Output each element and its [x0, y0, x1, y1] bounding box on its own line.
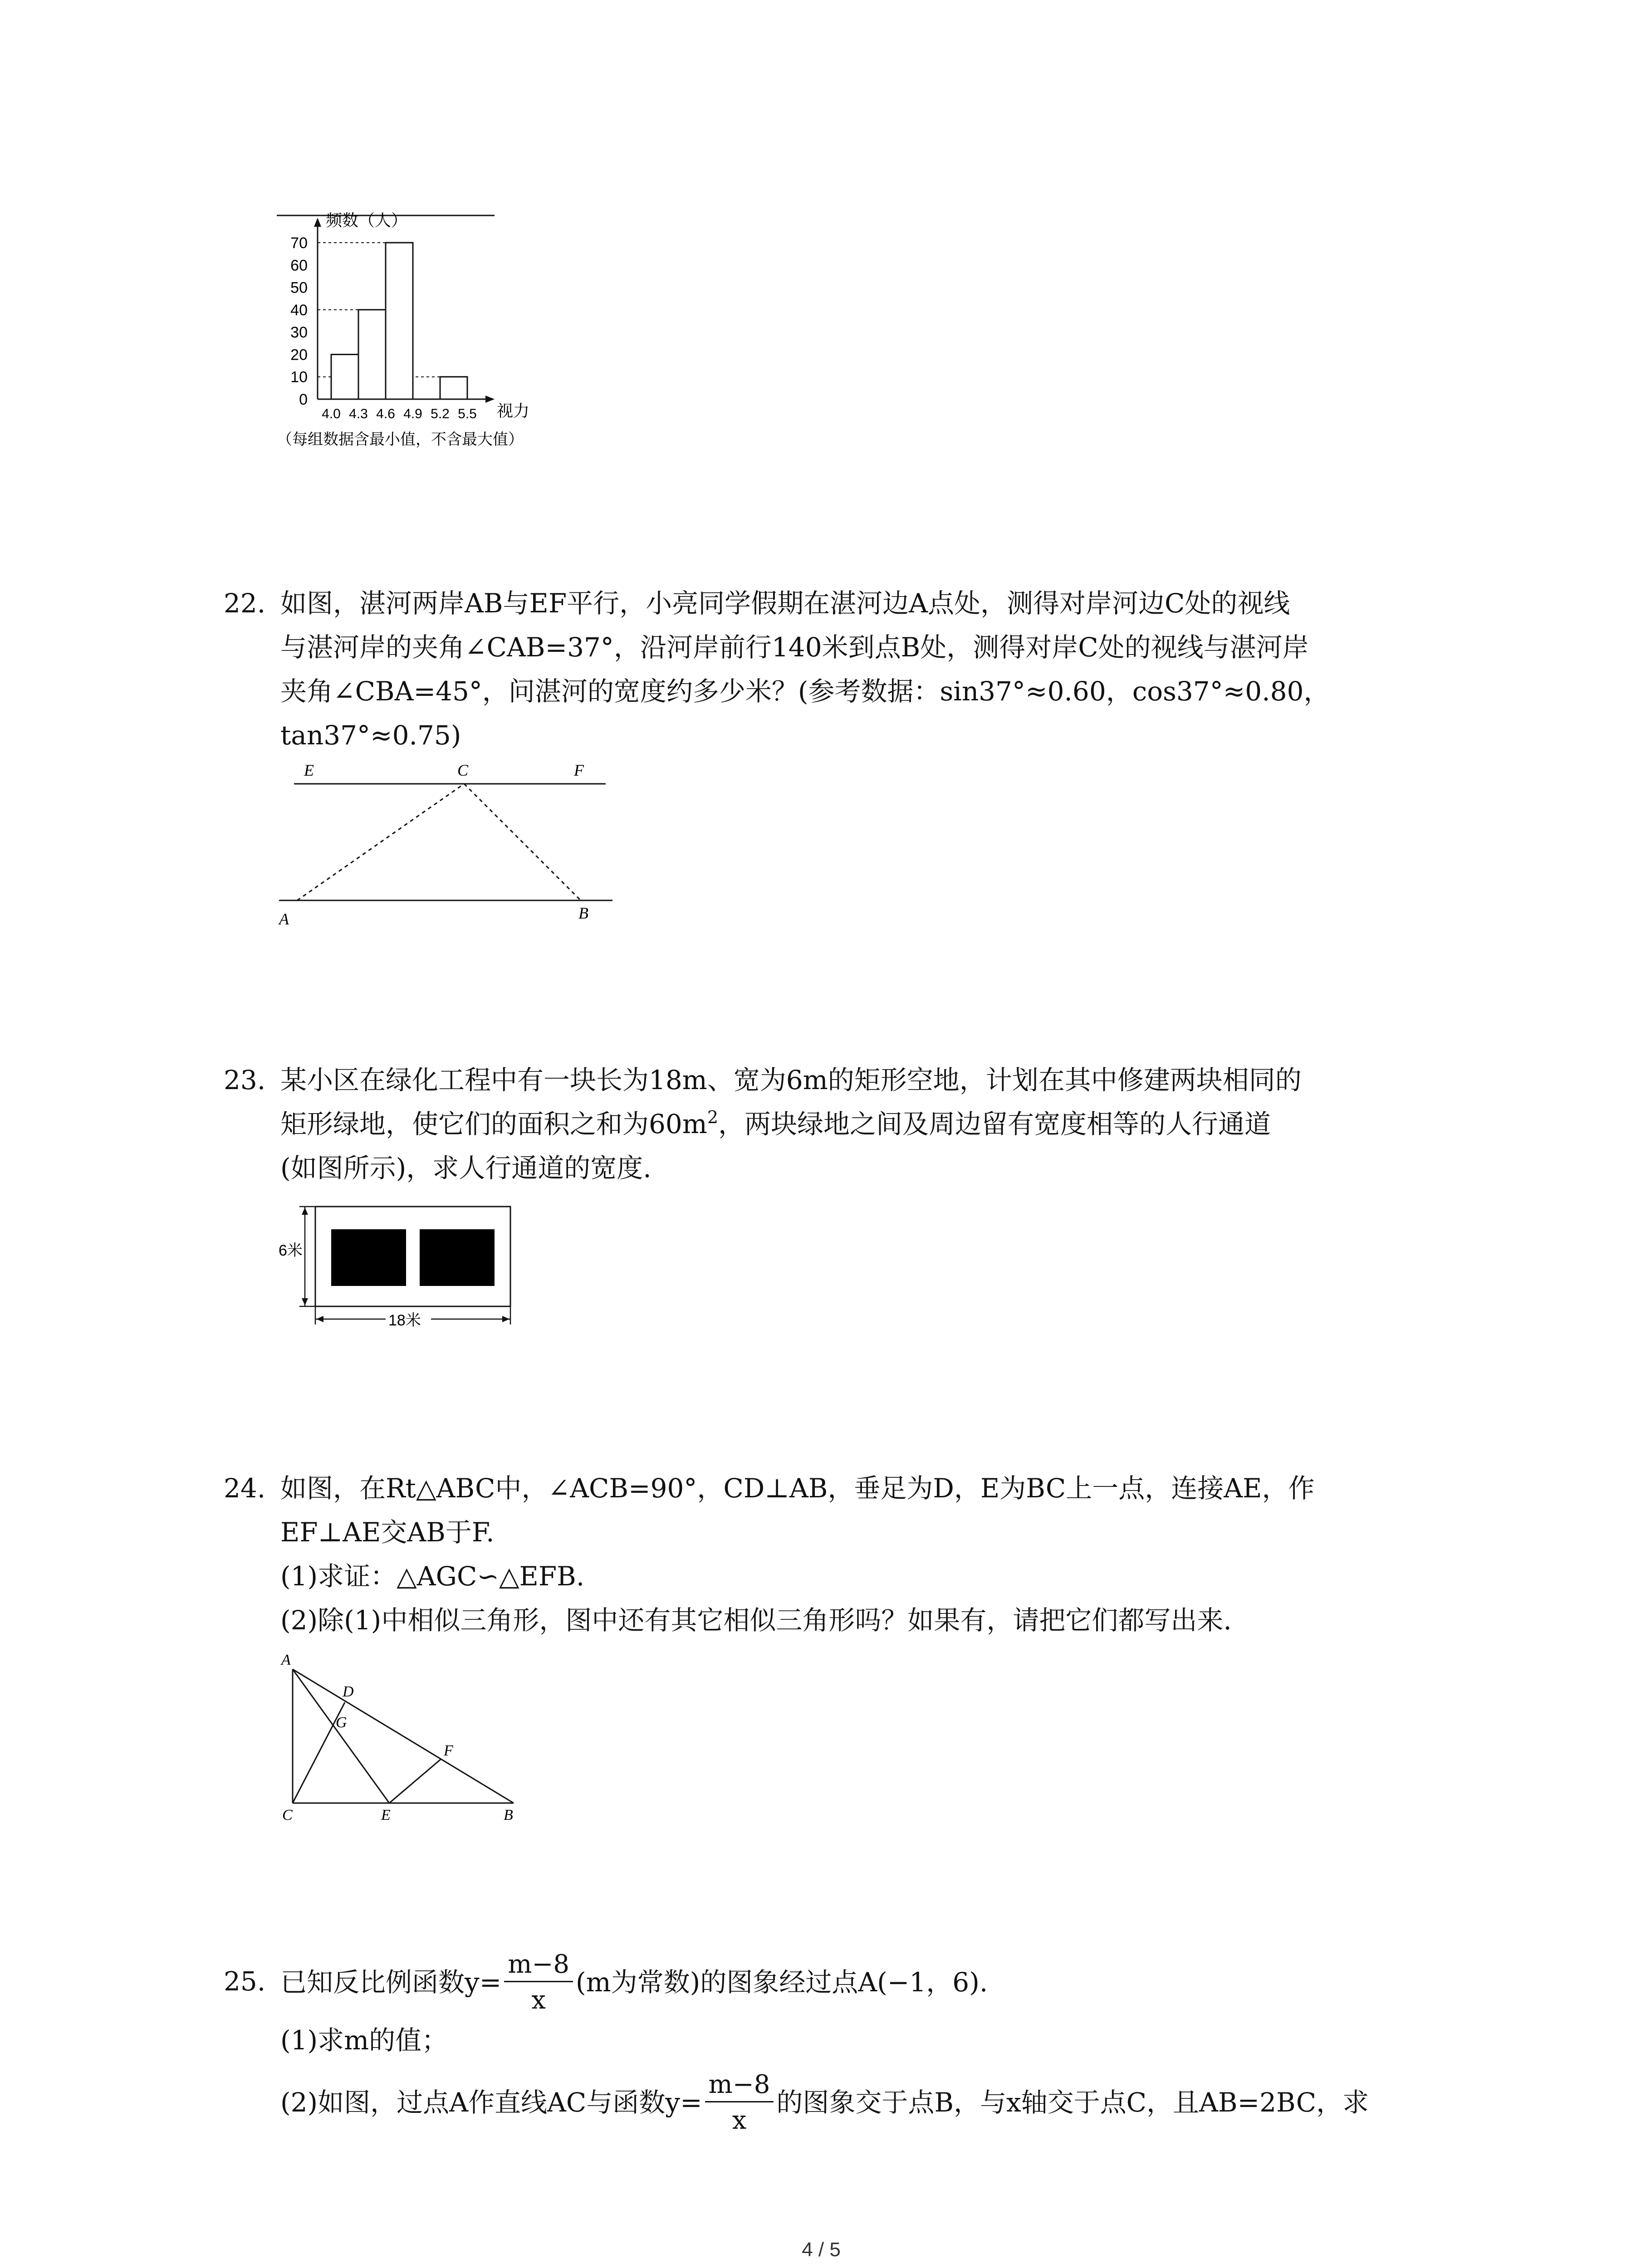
histogram-figure [254, 200, 599, 463]
question-text-line: EF⊥AE交AB于F. [280, 1517, 495, 1548]
x-tick-label: 4.6 [376, 406, 395, 421]
segment-ef [389, 1759, 441, 1803]
y-tick-label: 70 [290, 235, 308, 252]
question-number: 22. [224, 588, 266, 619]
point-label-c: C [457, 762, 469, 779]
fraction-denominator: x [531, 1985, 546, 2015]
point-label-b: B [578, 904, 588, 922]
x-tick-label: 4.0 [322, 406, 341, 421]
question-23 [224, 1058, 1449, 1208]
point-label-e: E [304, 762, 314, 779]
width-label: 18米 [388, 1312, 421, 1329]
question-text-line: (1)求证：△AGC∽△EFB. [280, 1561, 585, 1592]
chart-note: （每组数据含最小值，不含最大值） [277, 431, 524, 448]
question-text-segment: 矩形绿地，使它们的面积之和为60m [280, 1109, 707, 1139]
histogram-bar [358, 310, 386, 399]
point-label-g: G [336, 1714, 347, 1731]
height-label: 6米 [279, 1242, 303, 1259]
green-plot-left [331, 1229, 406, 1286]
fraction-numerator: m−8 [705, 2072, 774, 2102]
question-text-line: (2)除(1)中相似三角形，图中还有其它相似三角形吗？如果有，请把它们都写出来. [280, 1605, 1232, 1636]
fraction [705, 2069, 774, 2135]
point-label-c: C [282, 1807, 293, 1823]
y-tick-label: 50 [290, 279, 308, 297]
question-text-segment: 已知反比例函数y= [280, 1967, 502, 1998]
y-axis-arrow [314, 218, 321, 227]
garden-diagram [272, 1202, 526, 1338]
question-22 [224, 582, 1449, 772]
y-axis-label: 频数（人） [326, 211, 408, 230]
question-text-segment: ，两块绿地之间及周边留有宽度相等的人行通道 [718, 1109, 1271, 1139]
question-text-line: (1)求m的值； [280, 2025, 448, 2056]
segment-ae [293, 1669, 389, 1803]
question-text-line [280, 2071, 1369, 2134]
y-tick-label: 40 [290, 301, 308, 319]
question-text-line: 与湛河岸的夹角∠CAB=37°，沿河岸前行140米到点B处，测得对岸C处的视线与湛河岸 [280, 632, 1309, 663]
question-text-line: tan37°≈0.75) [280, 720, 461, 751]
y-tick-label: 30 [290, 324, 308, 342]
fraction [504, 1949, 573, 2015]
point-label-a: A [279, 910, 289, 928]
x-axis-arrow [485, 396, 495, 403]
green-plot-right [420, 1229, 495, 1286]
x-axis-label: 视力 [497, 401, 530, 420]
page-number: 4 / 5 [802, 2239, 841, 2261]
question-24 [224, 1466, 1449, 1657]
point-label-e: E [381, 1807, 391, 1823]
point-label-f: F [444, 1742, 453, 1759]
question-text-line: 如图，在Rt△ABC中，∠ACB=90°，CD⊥AB，垂足为D，E为BC上一点，连接AE，作 [280, 1473, 1315, 1504]
y-tick-label: 20 [290, 346, 308, 364]
river-diagram [272, 762, 617, 934]
point-label-b: B [504, 1807, 513, 1823]
question-text-segment: (m为常数)的图象经过点A(−1，6). [576, 1967, 988, 1998]
sightline-bc [464, 784, 581, 900]
question-text-line: 如图，湛河两岸AB与EF平行，小亮同学假期在湛河边A点处，测得对岸河边C处的视线 [280, 588, 1290, 619]
question-number: 25. [224, 1966, 266, 1997]
y-tick-label: 0 [299, 391, 308, 408]
point-label-a: A [281, 1652, 291, 1668]
histogram-bar [386, 243, 413, 399]
question-text-line: 夹角∠CBA=45°，问湛河的宽度约多少米？(参考数据：sin37°≈0.60，cos37°≈0.80， [280, 676, 1330, 707]
histogram-bar [440, 377, 467, 399]
histogram-bar [331, 354, 358, 399]
y-tick-label: 60 [290, 257, 308, 274]
question-number: 23. [224, 1065, 266, 1095]
question-text-line [280, 1950, 988, 2014]
segment-ab [293, 1669, 514, 1803]
point-label-f: F [574, 762, 584, 779]
triangle-diagram [272, 1651, 526, 1823]
fraction-denominator: x [732, 2105, 747, 2135]
x-tick-label: 4.3 [349, 406, 368, 421]
question-text-line [280, 1102, 1271, 1146]
question-text-segment: 的图象交于点B，与x轴交于点C，且AB=2BC，求 [776, 2087, 1369, 2118]
question-text-line: (如图所示)，求人行通道的宽度. [280, 1153, 652, 1183]
y-tick-label: 10 [290, 368, 308, 386]
point-label-d: D [343, 1683, 354, 1700]
question-number: 24. [224, 1473, 266, 1504]
x-tick-label: 4.9 [403, 406, 422, 421]
question-text-line: 某小区在绿化工程中有一块长为18m、宽为6m的矩形空地，计划在其中修建两块相同的 [280, 1065, 1302, 1095]
x-tick-label: 5.5 [458, 406, 477, 421]
question-25 [224, 1950, 1471, 2141]
question-text-segment: (2)如图，过点A作直线AC与函数y= [280, 2087, 702, 2118]
histogram-chart [254, 200, 599, 463]
superscript: 2 [707, 1107, 718, 1127]
sightline-ac [297, 784, 464, 900]
x-tick-label: 5.2 [431, 406, 450, 421]
fraction-numerator: m−8 [504, 1952, 573, 1982]
